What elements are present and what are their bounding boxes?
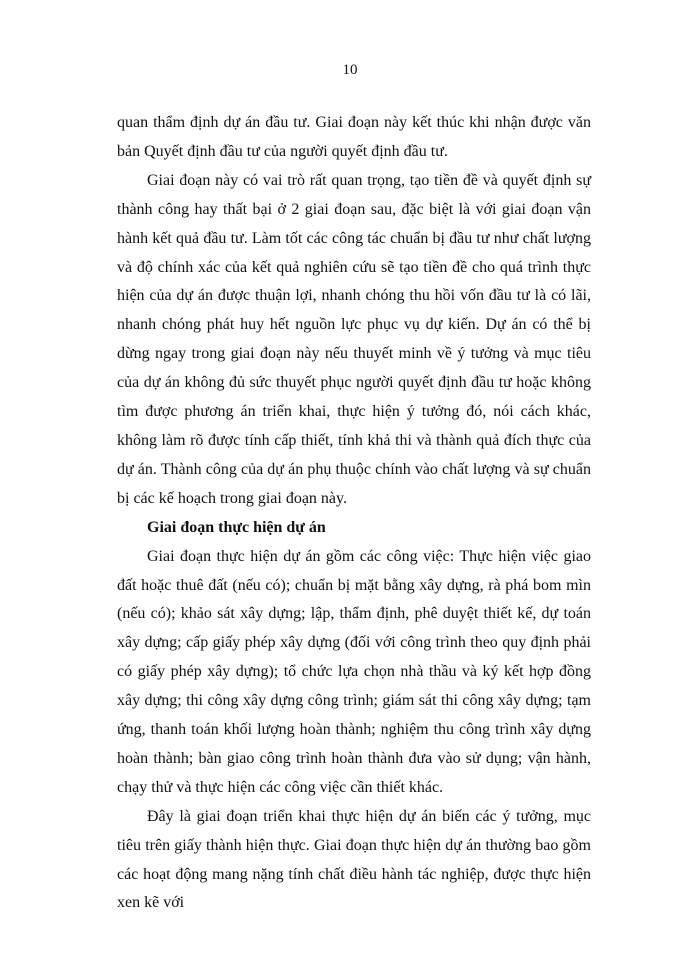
- section-heading: Giai đoạn thực hiện dự án: [147, 518, 326, 536]
- paragraph-role-of-stage: Giai đoạn này có vai trò rất quan trọng, tạo tiền đề và quyết định sự thành công hay thất bại ở 2 giai đoạn sau, đặc biệt là với giai đoạn vận hành kết quả đầu tư. Làm tốt các công tác chuẩn bị đầu tư như chất lượng và độ chính xác của kết quả nghiên cứu sẽ tạo tiền đề cho quá trình thực hiện của dự án được thuận lợi, nhanh chóng thu hồi vốn đầu tư là có lãi, nhanh chóng phát huy hết nguồn lực phục vụ dự kiến. Dự án có thể bị dừng ngay trong giai đoạn này nếu thuyết minh về ý tưởng và mục tiêu của dự án không đủ sức thuyết phục người quyết định đầu tư hoặc không tìm được phương án triển khai, thực hiện ý tưởng đó, nói cách khác, không làm rõ được tính cấp thiết, tính khả thi và thành quả đích thực của dự án. Thành công của dự án phụ thuộc chính vào chất lượng và sự chuẩn bị các kế hoạch trong giai đoạn này.: [117, 171, 591, 507]
- paragraph-implementation-description: Đây là giai đoạn triển khai thực hiện dự án biến các ý tưởng, mục tiêu trên giấy thành hiện thực. Giai đoạn thực hiện dự án thường bao gồm các hoạt động mang nặng tính chất điều hành tác nghiệp, được thực hiện xen kẽ với: [117, 807, 591, 912]
- body-text: [117, 109, 591, 918]
- paragraph-continuation: quan thẩm định dự án đầu tư. Giai đoạn này kết thúc khi nhận được văn bản Quyết định đầu tư của người quyết định đầu tư.: [117, 114, 591, 160]
- page-number: 10: [342, 62, 358, 78]
- paragraph-implementation-tasks: Giai đoạn thực hiện dự án gồm các công việc: Thực hiện việc giao đất hoặc thuê đất (nếu có); chuẩn bị mặt bằng xây dựng, rà phá bom mìn (nếu có); khảo sát xây dựng; lập, thẩm định, phê duyệt thiết kế, dự toán xây dựng; cấp giấy phép xây dựng (đối với công trình theo quy định phải có giấy phép xây dựng); tổ chức lựa chọn nhà thầu và ký kết hợp đồng xây dựng; thi công xây dựng công trình; giám sát thi công xây dựng; tạm ứng, thanh toán khối lượng hoàn thành; nghiệm thu công trình xây dựng hoàn thành; bàn giao công trình hoàn thành đưa vào sử dụng; vận hành, chạy thử và thực hiện các công việc cần thiết khác.: [117, 547, 591, 796]
